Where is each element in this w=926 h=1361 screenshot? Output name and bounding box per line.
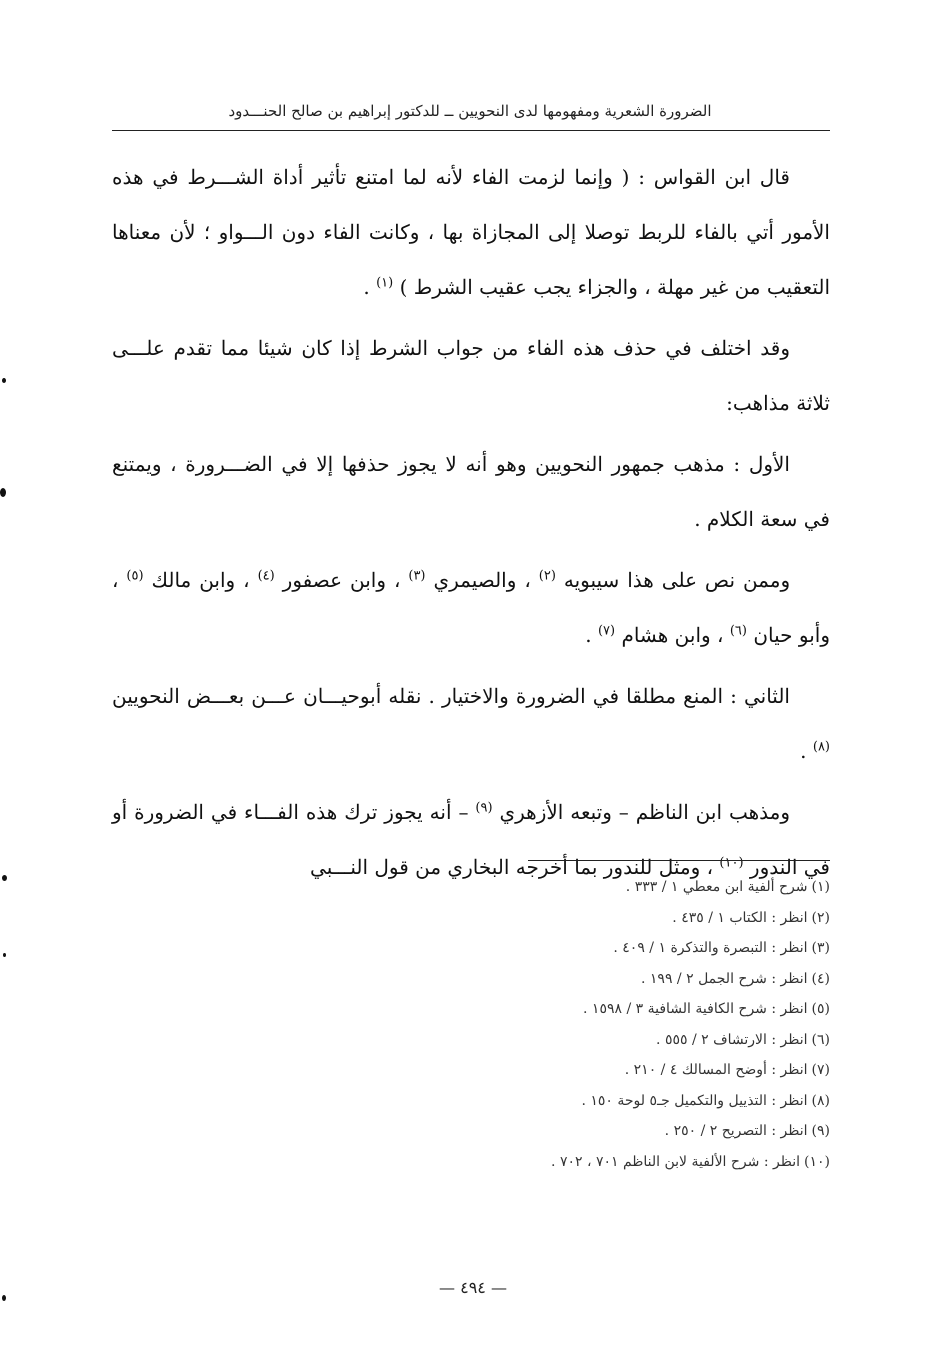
paragraph-text: قال ابن القواس : ( وإنما لزمت الفاء لأنه لما امتنع تأثير أداة الشـــرط في هذه الأمور أتي بالفاء للربط توصلا إلى المجازاة بها ، وكانت الفاء دون الـــواو ؛ لأن معناها التعقيب من غير مهلة ، والجزاء يجب عقيب الشرط ): [112, 165, 830, 299]
footnote-text: انظر : التبصرة والتذكرة ١ / ٤٠٩ .: [613, 940, 808, 956]
footnote-text: انظر : التصريح ٢ / ٢٥٠ .: [664, 1123, 808, 1139]
footnote-text: انظر : شرح الجمل ٢ / ١٩٩ .: [641, 970, 808, 987]
scan-speck: [2, 875, 7, 881]
paragraph-text: – أنه يجوز ترك هذه الفـــاء في الضرورة أو في الندور: [112, 800, 830, 879]
page-number: — ٤٩٤ —: [439, 1278, 507, 1297]
footnote-text: انظر : التذييل والتكميل جـ٥ لوحة ١٥٠ .: [581, 1092, 808, 1109]
footnote-ref-3[interactable]: (٣): [408, 568, 426, 584]
footnote-number: (٩): [811, 1123, 830, 1139]
paragraph-text: ، وأبو حيان: [112, 568, 830, 647]
paragraph-text: ، والصيمري: [433, 568, 531, 592]
footnote-6: [400, 1025, 830, 1056]
running-header: الضرورة الشعرية ومفهومها لدى النحويين ــ للدكتور إبراهيم بن صالح الحنـــدود: [228, 102, 712, 120]
footnotes-list: [400, 872, 830, 1177]
paragraph-text: .: [800, 739, 807, 763]
footnote-ref-6[interactable]: (٦): [729, 623, 747, 639]
paragraph-text: ، وابن هشام: [621, 623, 724, 647]
footnote-5: [400, 994, 830, 1025]
footnote-4: [400, 964, 830, 995]
paragraph-2: وقد اختلف في حذف هذه الفاء من جواب الشرط إذا كان شيئا مما تقدم علـــى ثلاثة مذاهب:: [112, 336, 830, 415]
footnote-ref-9[interactable]: (٩): [475, 800, 493, 816]
footnote-ref-2[interactable]: (٢): [538, 568, 556, 584]
footnote-text: انظر : شرح الألفية لابن الناظم ٧٠١ ، ٧٠٢ .: [551, 1153, 801, 1170]
footnote-text: شرح ألفية ابن معطي ١ / ٣٣٣ .: [625, 879, 808, 895]
footnote-number: (١): [811, 879, 830, 895]
footnote-rule: [528, 860, 830, 861]
footnote-2: [400, 903, 830, 934]
paragraph-text: .: [363, 275, 370, 299]
footnote-text: انظر : الارتشاف ٢ / ٥٥٥ .: [656, 1031, 808, 1048]
footnote-number: (٦): [811, 1031, 830, 1048]
footnote-number: (١٠): [804, 1153, 830, 1170]
footnote-ref-8[interactable]: (٨): [812, 739, 830, 755]
paragraph-text: ، ومثل للندور بما أخرجه البخاري من قول النـــبي: [310, 855, 714, 879]
scan-speck: [3, 953, 6, 957]
footnote-number: (٢): [811, 909, 830, 926]
footnote-ref-7[interactable]: (٧): [597, 623, 616, 639]
footnote-number: (٧): [811, 1062, 830, 1078]
main-text: [112, 150, 830, 901]
paragraph-1: [112, 150, 830, 315]
footnote-ref-4[interactable]: (٤): [257, 568, 275, 584]
paragraph-text: ، وابن مالك: [151, 568, 250, 592]
footnote-number: (٣): [811, 940, 830, 956]
footnote-ref-1[interactable]: (١): [376, 275, 394, 291]
scan-speck: [2, 378, 6, 383]
paragraph-text: الثاني : المنع مطلقا في الضرورة والاختيار . نقله أبوحيـــان عـــن بعـــض النحويين: [112, 684, 790, 708]
footnote-3: [400, 933, 830, 964]
footnote-1: [400, 872, 830, 903]
footnote-text: انظر : شرح الكافية الشافية ٣ / ١٥٩٨ .: [583, 1001, 808, 1017]
paragraph-3: الأول : مذهب جمهور النحويين وهو أنه لا يجوز حذفها إلا في الضـــرورة ، ويمتنع في سعة الكلام .: [112, 452, 830, 531]
paragraph-text: .: [585, 623, 592, 647]
footnote-ref-10[interactable]: (١٠): [719, 855, 744, 871]
header-rule: [112, 130, 830, 131]
footnote-10: [400, 1147, 830, 1178]
paragraph-text: ومذهب ابن الناظم – وتبعه الأزهري: [499, 800, 791, 824]
footnote-7: [400, 1055, 830, 1086]
footnote-8: [400, 1086, 830, 1117]
footnote-9: [400, 1116, 830, 1147]
scan-speck: [2, 1295, 6, 1301]
footnote-number: (٥): [811, 1001, 830, 1017]
paragraph-4: [112, 553, 830, 663]
paragraph-text: وممن نص على هذا سيبويه: [563, 568, 791, 592]
paragraph-5: [112, 669, 830, 779]
footnote-text: انظر : الكتاب ١ / ٤٣٥ .: [672, 909, 808, 926]
footnote-ref-5[interactable]: (٥): [126, 568, 144, 584]
footnote-text: انظر : أوضح المسالك ٤ / ٢١٠ .: [624, 1062, 808, 1078]
footnote-number: (٤): [811, 970, 830, 987]
footnote-number: (٨): [811, 1092, 830, 1109]
scan-speck: [0, 488, 6, 497]
paragraph-text: ، وابن عصفور: [282, 568, 401, 592]
